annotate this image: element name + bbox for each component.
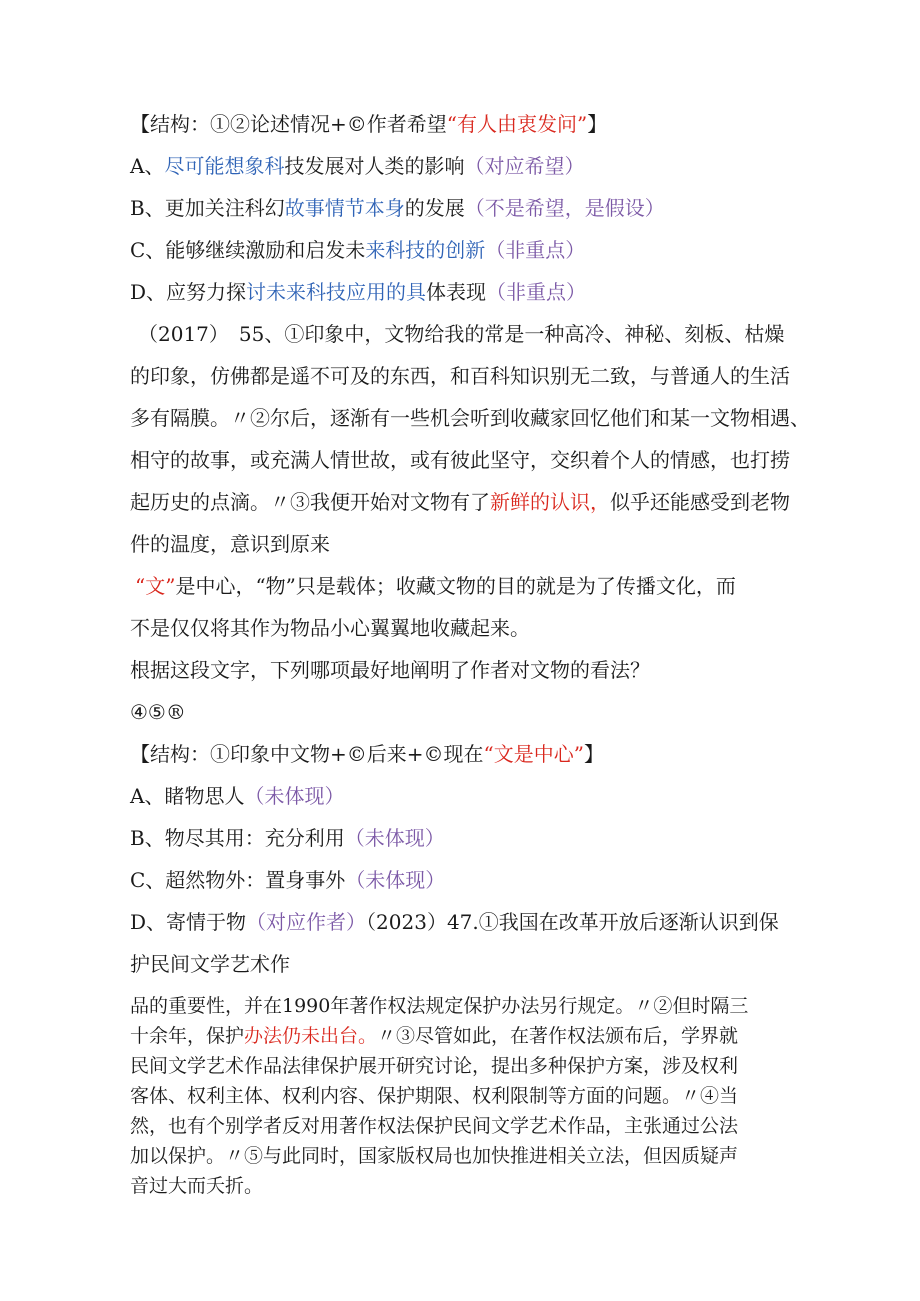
- q2-passage-line-3: 多有隔膜。〃②尔后，逐渐有一些机会听到收藏家回忆他们和某一文物相遇、: [130, 406, 810, 430]
- q2-passage-line-4: 相守的故事，或充满人情世故，或有彼此坚守，交织着个人的情感，也打捞: [130, 448, 790, 472]
- q2-passage-line-1: （2017） 55、①印象中，文物给我的常是一种高冷、神秘、刻板、枯燥: [138, 322, 785, 346]
- q3-passage-line-1: 品的重要性，并在1990年著作权法规定保护办法另行规定。〃②但时隔三: [130, 995, 749, 1017]
- option-note: （非重点）: [486, 280, 587, 304]
- q3-passage-line-3: 民间文学艺术作品法律保护展开研究讨论，提出多种保护方案，涉及权利: [130, 1055, 739, 1077]
- q2-passage-line-2: 的印象，仿佛都是遥不可及的东西，和百科知识别无二致，与普通人的生活: [130, 364, 790, 388]
- q1-structure-close: 】: [587, 112, 608, 136]
- option-note: （对应希望）: [464, 154, 585, 178]
- q3-passage-line-0: 护民间文学艺术作: [130, 952, 290, 976]
- q3-passage-start: （2023）47.①我国在改革开放后逐渐认识到保: [366, 910, 779, 934]
- q2-option-a: [130, 782, 344, 810]
- option-text: B、物尽其用：充分利用: [130, 826, 345, 850]
- q2-structure-text: 【结构：①印象中文物+©后来+©现在: [130, 742, 484, 766]
- q3-passage-line-4: 客体、权利主体、权利内容、保护期限、权利限制等方面的问题。〃④当: [130, 1085, 739, 1107]
- q3-passage-line-6: 加以保护。〃⑤与此同时，国家版权局也加快推进相关立法，但因质疑声: [130, 1145, 739, 1167]
- option-note: （不是希望，是假设）: [464, 196, 665, 220]
- q1-structure-text: 【结构：①②论述情况+©作者希望: [130, 112, 447, 136]
- q1-option-c: [130, 236, 585, 264]
- q2-question: 根据这段文字，下列哪项最好地阐明了作者对文物的看法？: [130, 658, 650, 682]
- passage-highlight: “文”: [135, 574, 176, 598]
- option-label: D、应努力探: [130, 280, 247, 304]
- option-label: A、: [130, 154, 165, 178]
- passage-text: 似乎还能感受到老物: [610, 490, 790, 514]
- option-note: （未体现）: [344, 826, 445, 850]
- option-note: （对应作者）: [246, 910, 367, 934]
- option-highlight: 故事情节本身: [284, 196, 405, 220]
- q3-passage-line-5: 然，也有个别学者反对用著作权法保护民间文学艺术作品，主张通过公法: [130, 1115, 739, 1137]
- q2-structure-close: 】: [583, 742, 604, 766]
- q2-structure-highlight: “文是中心”: [483, 742, 584, 766]
- option-highlight: 来科技的创新: [365, 238, 486, 262]
- q2-option-b: [130, 824, 445, 852]
- q2-passage-line-6: 件的温度，意识到原来: [130, 532, 330, 556]
- q1-structure: [130, 110, 607, 138]
- q2-passage-line-7: [135, 572, 736, 600]
- option-label: B、更加关注科幻: [130, 196, 285, 220]
- option-label: C、能够继续激励和启发未: [130, 238, 366, 262]
- q1-structure-highlight: “有人由衷发问”: [446, 112, 588, 136]
- option-text: 技发展对人类的影响: [284, 154, 465, 178]
- q2-passage-line-5: [130, 488, 790, 516]
- option-note: （非重点）: [485, 238, 586, 262]
- option-highlight: 尽可能想象科: [164, 154, 285, 178]
- passage-highlight: 办法仍未出台。: [244, 1025, 378, 1047]
- option-text: C、超然物外：置身事外: [130, 868, 346, 892]
- option-note: （未体现）: [244, 784, 345, 808]
- q2-option-d: [130, 908, 779, 936]
- passage-highlight: 新鲜的认识，: [490, 490, 610, 514]
- option-text: 体表现: [426, 280, 487, 304]
- q2-option-c: [130, 866, 445, 894]
- option-text: D、寄情于物: [130, 910, 247, 934]
- q2-passage-line-8: 不是仅仅将其作为物品小心翼翼地收藏起来。: [130, 616, 530, 640]
- q2-marks: ④⑤®: [130, 700, 186, 724]
- q3-passage-line-2: [130, 1023, 738, 1049]
- passage-text: 起历史的点滴。〃③我便开始对文物有了: [130, 490, 490, 514]
- q1-option-a: [130, 152, 584, 180]
- option-highlight: 讨未来科技应用的具: [246, 280, 427, 304]
- option-text: A、睹物思人: [130, 784, 245, 808]
- q3-passage-line-7: 音过大而夭折。: [130, 1175, 264, 1197]
- option-text: 的发展: [404, 196, 465, 220]
- q2-structure: [130, 740, 604, 768]
- option-note: （未体现）: [345, 868, 446, 892]
- q1-option-d: [130, 278, 586, 306]
- passage-text: 是中心，“物”只是载体；收藏文物的目的就是为了传播文化，而: [175, 574, 736, 598]
- passage-text: 十余年，保护: [130, 1025, 245, 1047]
- q1-option-b: [130, 194, 665, 222]
- passage-text: 〃③尽管如此，在著作权法颁布后，学界就: [377, 1025, 739, 1047]
